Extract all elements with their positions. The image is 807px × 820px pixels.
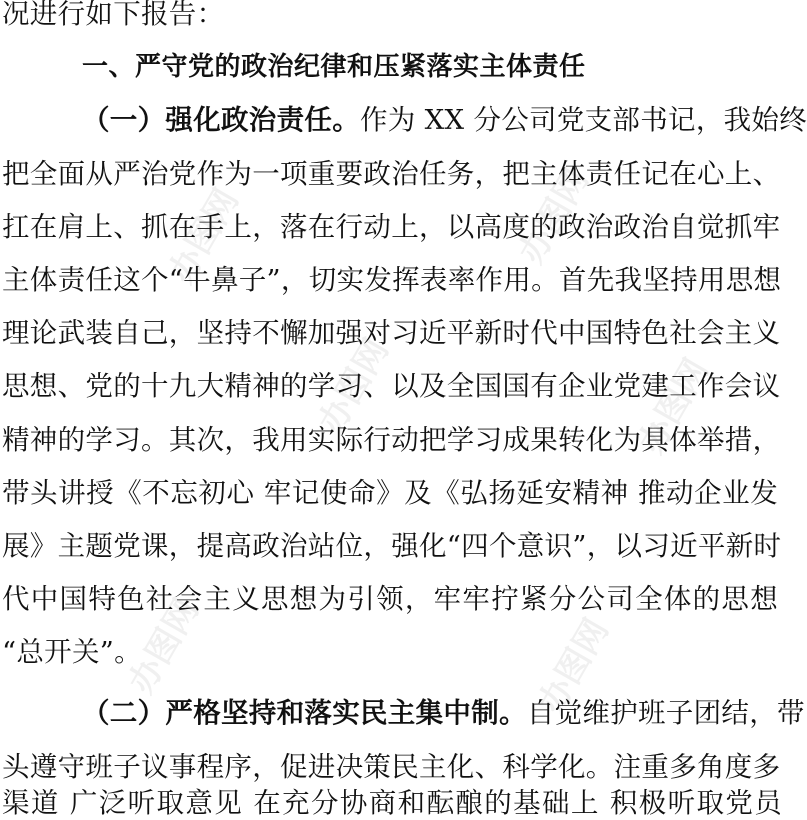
watermark-2: 办图网 [511, 162, 597, 271]
paragraph1-line-6: 精神的学习。其次，我用实际行动把学习成果转化为具体举措， [2, 423, 781, 456]
document-body [2, 0, 807, 794]
paragraph1-line-2: 扛在肩上、抓在手上，落在行动上，以高度的政治政治自觉抓牢 [2, 210, 781, 243]
paragraph1-line-9: 代中国特色社会主义思想为引领，牢牢拧紧分公司全体的思想 [2, 583, 778, 616]
paragraph1-first-rest: 作为 XX 分公司党支部书记，我始终 [360, 104, 807, 137]
paragraph1-lead: （一）强化政治责任。 [82, 104, 360, 137]
paragraph2-first-rest: 自觉维护班子团结，带 [526, 697, 805, 730]
paragraph1-line-1: 把全面从严治党作为一项重要政治任务，把主体责任记在心上、 [2, 157, 781, 190]
paragraph1-line-5: 思想、党的十九大精神的学习、以及全国国有企业党建工作会议 [2, 370, 781, 403]
top-fragment-line: 况进行如下报告： [2, 0, 225, 30]
paragraph1-last-line: “总开关”。 [2, 636, 142, 669]
paragraph2-line-1: 头遵守班子议事程序，促进决策民主化、科学化。注重多角度多 [2, 750, 781, 783]
paragraph1-line-7: 带头讲授《不忘初心 牢记使命》及《弘扬延安精神 推动企业发 [2, 476, 778, 509]
watermark-6: 办图网 [531, 612, 617, 721]
paragraph2-cut-line: 渠道 广泛听取意见 在充分协商和酝酿的基础上 积极听取党员 [2, 787, 782, 819]
watermark-4: 办图网 [631, 352, 717, 461]
paragraph1-line-3: 主体责任这个“牛鼻子”，切实发挥表率作用。首先我坚持用思想 [2, 263, 782, 296]
paragraph1-first-line [82, 94, 807, 147]
paragraph1-line-4: 理论武装自己，坚持不懈加强对习近平新时代中国特色社会主义 [2, 317, 781, 350]
paragraph1-line-8: 展》主题党课，提高政治站位，强化“四个意识”，以习近平新时 [2, 529, 782, 562]
watermark-1: 办图网 [161, 182, 247, 291]
watermark-3: 办图网 [311, 332, 397, 441]
section-heading: 一、严守党的政治纪律和压紧落实主体责任 [82, 52, 586, 83]
watermark-5: 办图网 [121, 592, 207, 701]
paragraph2-lead: （二）严格坚持和落实民主集中制。 [82, 697, 527, 730]
paragraph2-first-line [82, 687, 805, 740]
